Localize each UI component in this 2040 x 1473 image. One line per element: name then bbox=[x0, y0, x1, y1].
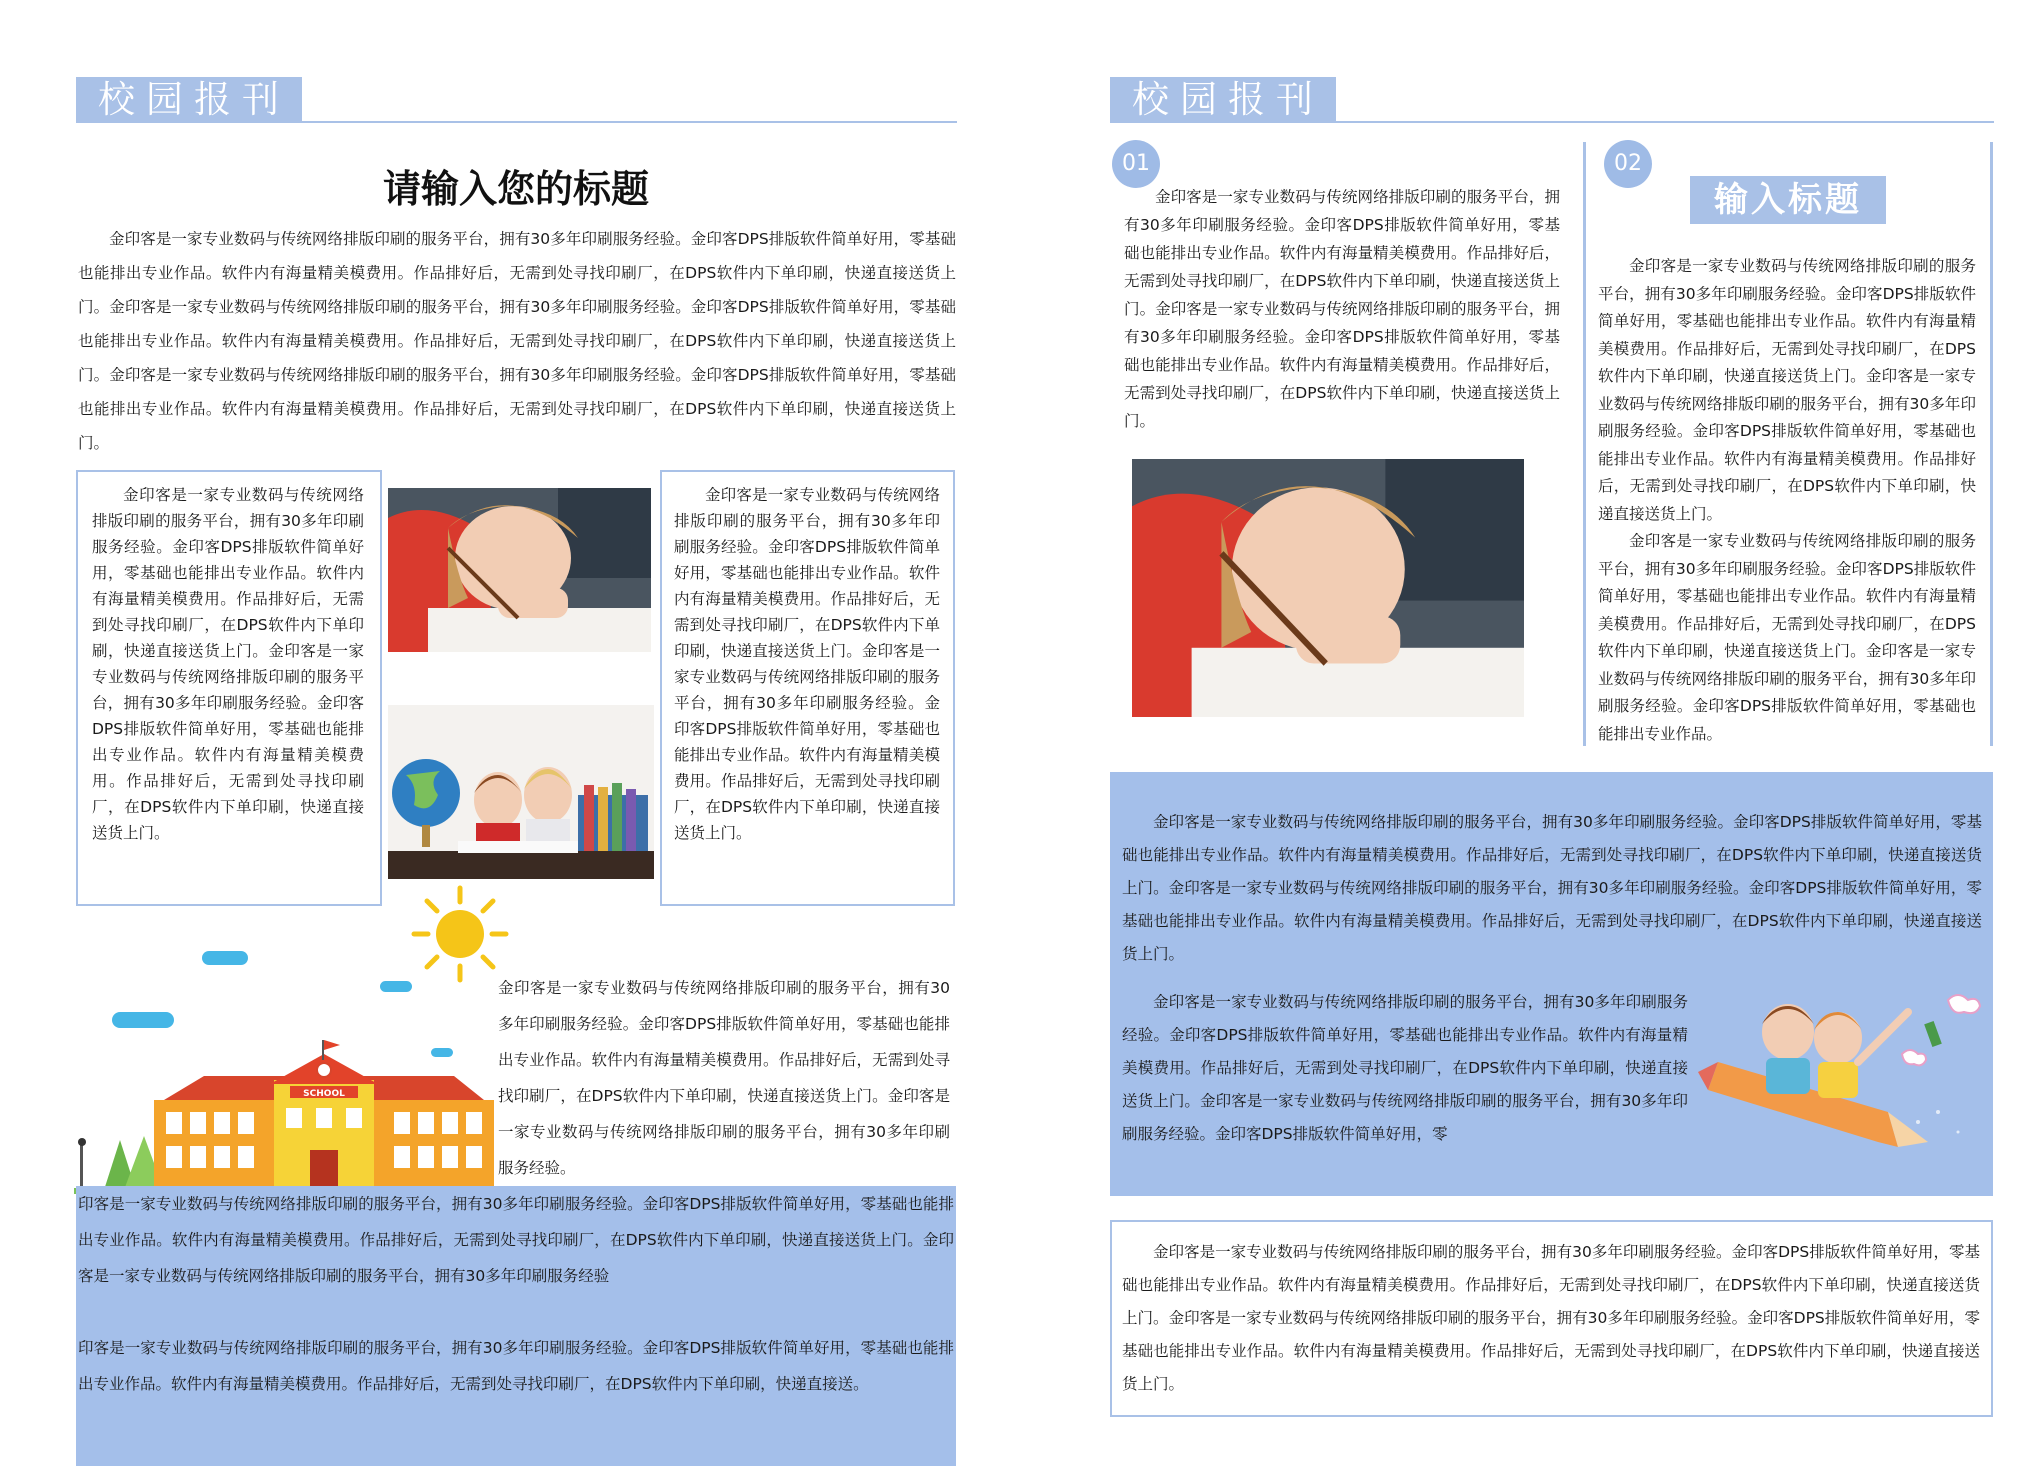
col2-paragraph-2: 金印客是一家专业数码与传统网络排版印刷的服务平台，拥有30多年印刷服务经验。金印客DPS排版软件简单好用，零基础也能排出专业作品。软件内有海量精美模费用。作品排好后，无需到处寻找印刷厂，在DPS软件内下单印刷，快递直接送货上门。金印客是一家专业数码与传统网络排版印刷的服务平台，拥有30多年印刷服务经验。金印客DPS排版软件简单好用，零基础也能排出专业作品。 bbox=[1598, 532, 1976, 743]
column-edge bbox=[1990, 142, 1993, 746]
school-illustration bbox=[74, 1040, 494, 1200]
header-label-right: 校园报刊 bbox=[1110, 77, 1336, 123]
right-blue-text-2: 金印客是一家专业数码与传统网络排版印刷的服务平台，拥有30多年印刷服务经验。金印客DPS排版软件简单好用，零基础也能排出专业作品。软件内有海量精美模费用。作品排好后，无需到处寻找印刷厂，在DPS软件内下单印刷，快递直接送货上门。金印客是一家专业数码与传统网络排版印刷的服务平台，拥有30多年印刷服务经验。金印客DPS排版软件简单好用，零 bbox=[1122, 993, 1688, 1143]
column-divider bbox=[1583, 142, 1586, 746]
right-blue-text-1: 金印客是一家专业数码与传统网络排版印刷的服务平台，拥有30多年印刷服务经验。金印客DPS排版软件简单好用，零基础也能排出专业作品。软件内有海量精美模费用。作品排好后，无需到处寻找印刷厂，在DPS软件内下单印刷，快递直接送货上门。金印客是一家专业数码与传统网络排版印刷的服务平台，拥有30多年印刷服务经验。金印客DPS排版软件简单好用，零基础也能排出专业作品。软件内有海量精美模费用。作品排好后，无需到处寻找印刷厂，在DPS软件内下单印刷，快递直接送货上门。 bbox=[1122, 813, 1982, 963]
left-blue-text-1-content: 印客是一家专业数码与传统网络排版印刷的服务平台，拥有30多年印刷服务经验。金印客DPS排版软件简单好用，零基础也能排出专业作品。软件内有海量精美模费用。作品排好后，无需到处寻找印刷厂，在DPS软件内下单印刷，快递直接送货上门。金印客是一家专业数码与传统网络排版印刷的服务平台，拥有30多年印刷服务经验 bbox=[78, 1195, 954, 1285]
school-sign: SCHOOL bbox=[303, 1089, 345, 1099]
header-rule-right bbox=[1336, 121, 1994, 123]
kids-pencil-illustration bbox=[1698, 972, 1988, 1152]
intro-paragraph: 金印客是一家专业数码与传统网络排版印刷的服务平台，拥有30多年印刷服务经验。金印客DPS排版软件简单好用，零基础也能排出专业作品。软件内有海量精美模费用。作品排好后，无需到处寻找印刷厂，在DPS软件内下单印刷，快递直接送货上门。金印客是一家专业数码与传统网络排版印刷的服务平台，拥有30多年印刷服务经验。金印客DPS排版软件简单好用，零基础也能排出专业作品。软件内有海量精美模费用。作品排好后，无需到处寻找印刷厂，在DPS软件内下单印刷，快递直接送货上门。金印客是一家专业数码与传统网络排版印刷的服务平台，拥有30多年印刷服务经验。金印客DPS排版软件简单好用，零基础也能排出专业作品。软件内有海量精美模费用。作品排好后，无需到处寻找印刷厂，在DPS软件内下单印刷，快递直接送货上门。 bbox=[78, 230, 956, 452]
text-box-right bbox=[660, 470, 955, 906]
text-box-right-text: 金印客是一家专业数码与传统网络排版印刷的服务平台，拥有30多年印刷服务经验。金印客DPS排版软件简单好用，零基础也能排出专业作品。软件内有海量精美模费用。作品排好后，无需到处寻找印刷厂，在DPS软件内下单印刷，快递直接送货上门。金印客是一家专业数码与传统网络排版印刷的服务平台，拥有30多年印刷服务经验。金印客DPS排版软件简单好用，零基础也能排出专业作品。软件内有海量精美模费用。作品排好后，无需到处寻找印刷厂，在DPS软件内下单印刷，快递直接送货上门。 bbox=[674, 486, 940, 842]
cloud-icon bbox=[112, 1012, 174, 1028]
section-number-2: 02 bbox=[1604, 140, 1652, 188]
section-number-1: 01 bbox=[1112, 140, 1160, 188]
right-bottom-box-text: 金印客是一家专业数码与传统网络排版印刷的服务平台，拥有30多年印刷服务经验。金印客DPS排版软件简单好用，零基础也能排出专业作品。软件内有海量精美模费用。作品排好后，无需到处寻找印刷厂，在DPS软件内下单印刷，快递直接送货上门。金印客是一家专业数码与传统网络排版印刷的服务平台，拥有30多年印刷服务经验。金印客DPS排版软件简单好用，零基础也能排出专业作品。软件内有海量精美模费用。作品排好后，无需到处寻找印刷厂，在DPS软件内下单印刷，快递直接送货上门。 bbox=[1122, 1243, 1980, 1393]
school-paragraph: 金印客是一家专业数码与传统网络排版印刷的服务平台，拥有30多年印刷服务经验。金印客DPS排版软件简单好用，零基础也能排出专业作品。软件内有海量精美模费用。作品排好后，无需到处寻找印刷厂，在DPS软件内下单印刷，快递直接送货上门。金印客是一家专业数码与传统网络排版印刷的服务平台，拥有30多年印刷服务经验。 bbox=[498, 979, 950, 1177]
sun-icon bbox=[410, 884, 510, 984]
section-title-2: 输入标题 bbox=[1690, 176, 1886, 224]
photo-kids-globe bbox=[388, 705, 654, 879]
left-blue-text-2: 印客是一家专业数码与传统网络排版印刷的服务平台，拥有30多年印刷服务经验。金印客DPS排版软件简单好用，零基础也能排出专业作品。软件内有海量精美模费用。作品排好后，无需到处寻找印刷厂，在DPS软件内下单印刷，快递直接送。 bbox=[78, 1339, 954, 1393]
left-blue-panel bbox=[76, 1186, 956, 1466]
header-rule bbox=[302, 121, 957, 123]
cloud-icon bbox=[202, 951, 248, 965]
text-box-left bbox=[76, 470, 382, 906]
right-blue-panel bbox=[1110, 772, 1993, 1196]
page-title: 请输入您的标题 bbox=[382, 167, 649, 211]
col1-paragraph: 金印客是一家专业数码与传统网络排版印刷的服务平台，拥有30多年印刷服务经验。金印客DPS排版软件简单好用，零基础也能排出专业作品。软件内有海量精美模费用。作品排好后，无需到处寻找印刷厂，在DPS软件内下单印刷，快递直接送货上门。金印客是一家专业数码与传统网络排版印刷的服务平台，拥有30多年印刷服务经验。金印客DPS排版软件简单好用，零基础也能排出专业作品。软件内有海量精美模费用。作品排好后，无需到处寻找印刷厂，在DPS软件内下单印刷，快递直接送货上门。 bbox=[1124, 188, 1560, 430]
cloud-icon bbox=[380, 981, 412, 992]
header-label: 校园报刊 bbox=[76, 77, 302, 123]
photo-girl-writing bbox=[388, 488, 651, 652]
photo-girl-writing-large bbox=[1132, 459, 1524, 717]
text-box-left-text: 金印客是一家专业数码与传统网络排版印刷的服务平台，拥有30多年印刷服务经验。金印客DPS排版软件简单好用，零基础也能排出专业作品。软件内有海量精美模费用。作品排好后，无需到处寻找印刷厂，在DPS软件内下单印刷，快递直接送货上门。金印客是一家专业数码与传统网络排版印刷的服务平台，拥有30多年印刷服务经验。金印客DPS排版软件简单好用，零基础也能排出专业作品。软件内有海量精美模费用。作品排好后，无需到处寻找印刷厂，在DPS软件内下单印刷，快递直接送货上门。 bbox=[92, 486, 364, 842]
col2-paragraph-1: 金印客是一家专业数码与传统网络排版印刷的服务平台，拥有30多年印刷服务经验。金印客DPS排版软件简单好用，零基础也能排出专业作品。软件内有海量精美模费用。作品排好后，无需到处寻找印刷厂，在DPS软件内下单印刷，快递直接送货上门。金印客是一家专业数码与传统网络排版印刷的服务平台，拥有30多年印刷服务经验。金印客DPS排版软件简单好用，零基础也能排出专业作品。软件内有海量精美模费用。作品排好后，无需到处寻找印刷厂，在DPS软件内下单印刷，快递直接送货上门。 bbox=[1598, 257, 1976, 523]
right-bottom-box bbox=[1110, 1220, 1993, 1417]
left-blue-text-1 bbox=[76, 1186, 956, 1294]
